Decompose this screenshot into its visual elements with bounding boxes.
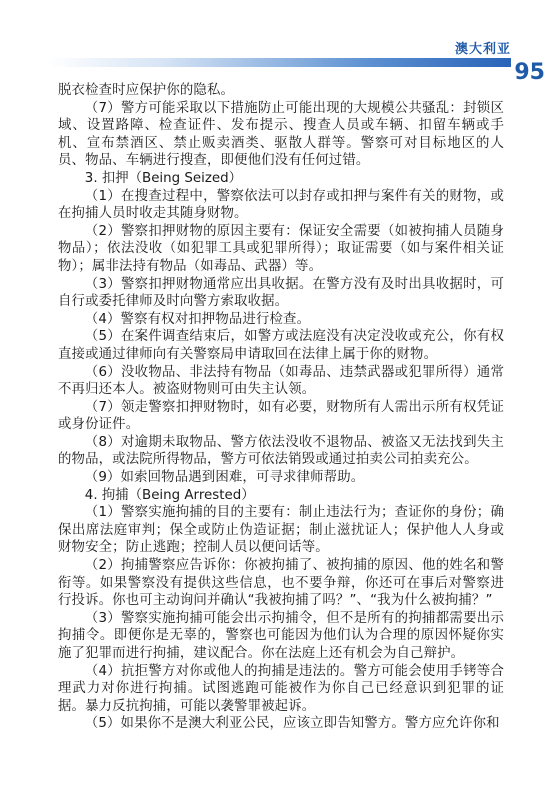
header-bar [48, 58, 511, 67]
paragraph: （6）没收物品、非法持有物品（如毒品、违禁武器或犯罪所得）通常不再归还本人。被盗财物则可由失主认领。 [58, 364, 504, 398]
paragraph: （1）在搜查过程中，警察依法可以封存或扣押与案件有关的财物，或在拘捕人员时收走其随身财物。 [58, 188, 504, 222]
paragraph: （4）抗拒警方对你或他人的拘捕是违法的。警方可能会使用手铐等合理武力对你进行拘捕。试图逃跑可能被作为你自己已经意识到犯罪的证据。暴力反抗拘捕，可能以袭警罪被起诉。 [58, 663, 504, 714]
paragraph: （4）警察有权对扣押物品进行检查。 [84, 311, 311, 327]
section-title: 澳大利亚 [454, 42, 511, 57]
paragraph: 脱衣检查时应保护你的隐私。 [58, 83, 235, 98]
paragraph: （3）警察扣押财物通常应出具收据。在警方没有及时出具收据时，可自行或委托律师及时向警方索取收据。 [58, 276, 504, 310]
paragraph: （2）警察扣押财物的原因主要有：保证安全需要（如被拘捕人员随身物品）；依法没收（如犯罪工具或犯罪所得）；取证需要（如与案件相关证物）；属非法持有物品（如毒品、武器）等。 [58, 223, 504, 274]
paragraph: （3）警察实施拘捕可能会出示拘捕令，但不是所有的拘捕都需要出示拘捕令。即便你是无辜的，警察也可能因为他们认为合理的原因怀疑你实施了犯罪而进行拘捕，建议配合。你在法庭上还有机会为自己辩护。 [58, 610, 504, 661]
paragraph: （2）拘捕警察应告诉你：你被拘捕了、被拘捕的原因、他的姓名和警衔等。如果警察没有提供这些信息，也不要争辩，你还可在事后对警察进行投诉。你也可主动询问并确认“我被拘捕了吗？”、“我为什么被拘捕？” [58, 558, 504, 609]
page-number: 95 [514, 60, 545, 85]
paragraph: （9）如索回物品遇到困难，可寻求律师帮助。 [84, 470, 365, 486]
page-body [58, 82, 504, 733]
section-heading-arrested: 4. 拘捕（Being Arrested） [84, 487, 255, 503]
paragraph: （5）在案件调查结束后，如警方或法庭没有决定没收或充公，你有权直接或通过律师向有关警察局申请取回在法律上属于你的财物。 [58, 329, 504, 362]
paragraph: （5）如果你不是澳大利亚公民，应该立即告知警方。警方应允许你和 [84, 716, 500, 732]
paragraph: （7）警方可能采取以下措施防止可能出现的大规模公共骚乱：封锁区域、设置路障、检查证件、发布提示、搜查人员或车辆、扣留车辆或手机、宣布禁酒区、禁止贩卖酒类、驱散人群等。警察可对目标地区的人员、物品、车辆进行搜查，即便他们没有任何过错。 [58, 100, 504, 169]
paragraph: （1）警察实施拘捕的目的主要有：制止违法行为；查证你的身份；确保出席法庭审判；保全或防止伪造证据；制止滋扰证人；保护他人人身或财物安全；防止逃跑；控制人员以便问话等。 [58, 505, 504, 556]
paragraph: （8）对逾期未取物品、警方依法没收不退物品、被盗又无法找到失主的物品，或法院所得物品，警方可依法销毁或通过拍卖公司拍卖充公。 [58, 434, 504, 468]
section-heading-seized: 3. 扣押（Being Seized） [84, 170, 243, 186]
paragraph: （7）领走警察扣押财物时，如有必要，财物所有人需出示所有权凭证或身份证件。 [58, 399, 504, 433]
